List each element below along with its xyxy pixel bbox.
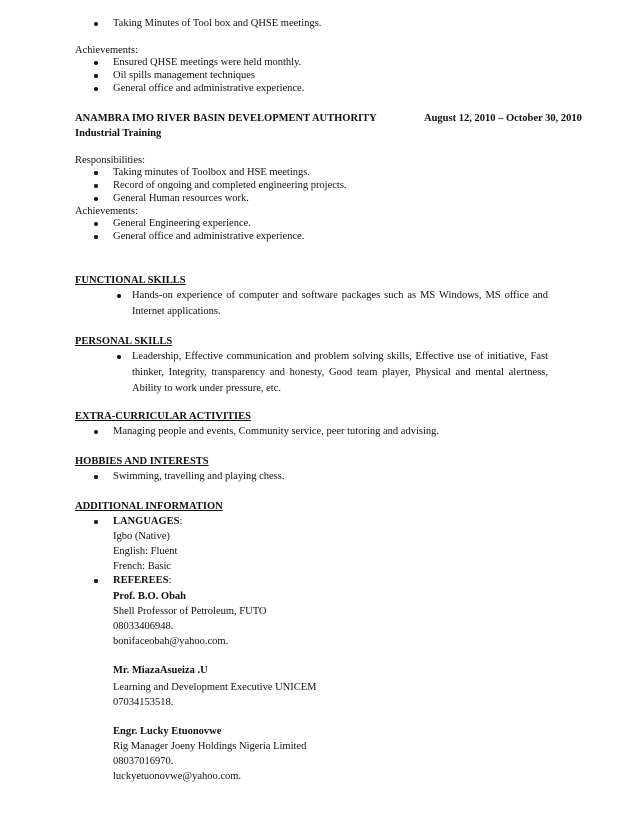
- list-item: Managing people and events, Community service, peer tutoring and advising.: [113, 426, 440, 437]
- achievements-label: Achievements:: [75, 45, 138, 56]
- functional-skills-text: Hands-on experience of computer and software packages such as MS Windows, MS office and Internet applications.: [132, 290, 548, 317]
- achievements-label: Achievements:: [75, 206, 138, 217]
- referee-email: luckyetuonovwe@yahoo.com.: [113, 771, 242, 782]
- bullet-icon: [94, 74, 98, 78]
- bullet-icon: [94, 430, 98, 434]
- list-item: Record of ongoing and completed engineering projects.: [113, 180, 347, 191]
- bullet-icon: [117, 355, 121, 359]
- section-heading-additional-info: ADDITIONAL INFORMATION: [75, 501, 223, 512]
- referee-title: Learning and Development Executive UNICEM: [113, 682, 317, 693]
- languages-heading: [113, 515, 182, 528]
- referee-name: Prof. B.O. Obah: [113, 591, 187, 602]
- bullet-icon: [94, 22, 98, 26]
- referees-heading: [113, 574, 171, 587]
- referee-phone: 07034153518.: [113, 697, 174, 708]
- responsibilities-label: Responsibilities:: [75, 155, 146, 166]
- job-dates: August 12, 2010 – October 30, 2010: [424, 113, 582, 124]
- referee-phone: 08037016970.: [113, 756, 174, 767]
- list-item: General office and administrative experience.: [113, 83, 305, 94]
- language-item: Igbo (Native): [113, 531, 170, 542]
- languages-colon: :: [179, 516, 183, 527]
- bullet-icon: [94, 87, 98, 91]
- section-heading-functional-skills: FUNCTIONAL SKILLS: [75, 275, 186, 286]
- languages-label: LANGUAGES: [113, 516, 180, 527]
- bullet-icon: [94, 171, 98, 175]
- bullet-icon: [94, 520, 98, 524]
- personal-skills-text: Leadership, Effective communication and problem solving skills, Effective use of initiative, Fast thinker, Integrity, transparency and honesty, Good team player, Physical and mental alertness, Ability to work under pressure, etc.: [132, 351, 548, 394]
- company-name: ANAMBRA IMO RIVER BASIN DEVELOPMENT AUTHORITY: [75, 113, 377, 124]
- language-item: French: Basic: [113, 561, 172, 572]
- referee-title: Rig Manager Joeny Holdings Nigeria Limited: [113, 741, 307, 752]
- bullet-icon: [117, 294, 121, 298]
- list-item: General office and administrative experience.: [113, 231, 305, 242]
- list-item: Swimming, travelling and playing chess.: [113, 471, 285, 482]
- referees-colon: :: [168, 575, 172, 586]
- list-item: Ensured QHSE meetings were held monthly.: [113, 57, 302, 68]
- job-role: Industrial Training: [75, 128, 162, 139]
- referees-label: REFEREES: [113, 575, 169, 586]
- referee-email: bonifaceobah@yahoo.com.: [113, 636, 229, 647]
- section-heading-hobbies: HOBBIES AND INTERESTS: [75, 456, 209, 467]
- referee-name: Engr. Lucky Etuonovwe: [113, 726, 222, 737]
- list-item: Oil spills management techniques: [113, 70, 256, 81]
- bullet-icon: [94, 184, 98, 188]
- bullet-icon: [94, 222, 98, 226]
- referee-phone: 08033406948.: [113, 621, 174, 632]
- referee-title: Shell Professor of Petroleum, FUTO: [113, 606, 267, 617]
- section-heading-extra-curricular: EXTRA-CURRICULAR ACTIVITIES: [75, 411, 251, 422]
- language-item: English: Fluent: [113, 546, 178, 557]
- bullet-icon: [94, 235, 98, 239]
- section-heading-personal-skills: PERSONAL SKILLS: [75, 336, 173, 347]
- bullet-icon: [94, 579, 98, 583]
- bullet-icon: [94, 475, 98, 479]
- list-item: General Human resources work.: [113, 193, 249, 204]
- referee-name: Mr. MiazaAsueiza .U: [113, 665, 208, 676]
- list-item: Taking Minutes of Tool box and QHSE meetings.: [113, 18, 322, 29]
- list-item: Taking minutes of Toolbox and HSE meetings.: [113, 167, 310, 178]
- bullet-icon: [94, 61, 98, 65]
- list-item: General Engineering experience.: [113, 218, 251, 229]
- bullet-icon: [94, 197, 98, 201]
